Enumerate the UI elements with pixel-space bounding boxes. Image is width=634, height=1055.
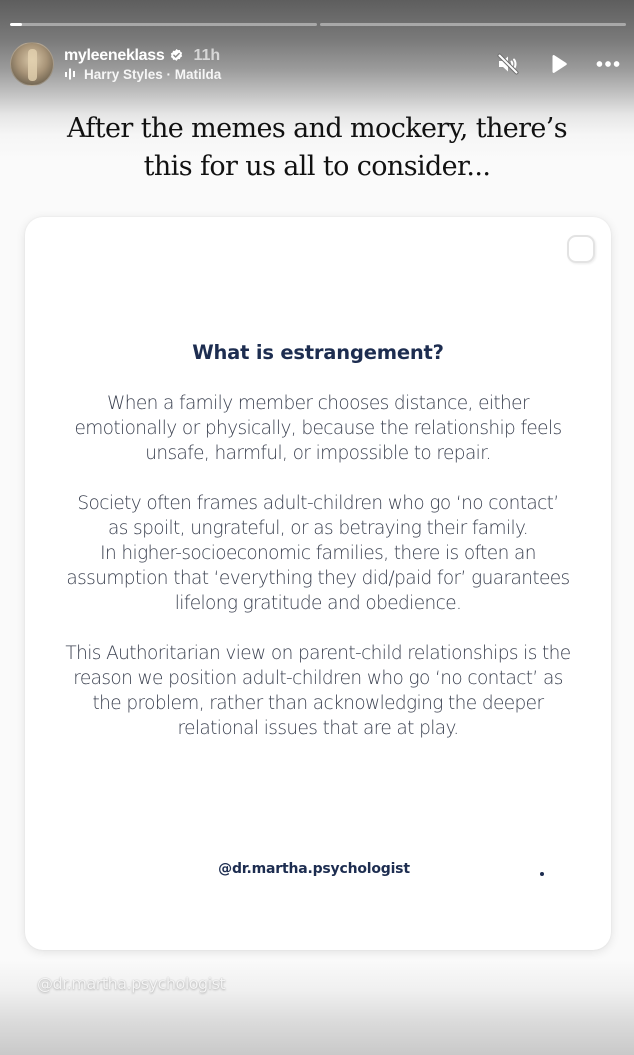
card-paragraph: Society often frames adult-children who go ‘no contact’ as spoilt, ungrateful, or as betraying their family. [77, 493, 559, 539]
square-outline-icon [567, 235, 595, 263]
progress-segment-1 [10, 23, 317, 26]
caption-line-1: After the memes and mockery, there’s [66, 113, 568, 144]
audio-bars-icon [64, 68, 78, 80]
card-title: What is estrangement? [192, 341, 444, 364]
music-attribution[interactable] [64, 67, 221, 82]
progress-fill [10, 23, 22, 26]
story-header [10, 40, 620, 88]
story-caption [0, 110, 634, 186]
username-link[interactable]: myleeneklass [64, 46, 165, 64]
music-label: Harry Styles · Matilda [84, 66, 222, 82]
decorative-dot [540, 872, 544, 876]
card-body [65, 391, 571, 766]
caption-line-2: this for us all to consider... [143, 151, 491, 182]
speaker-muted-icon[interactable] [496, 52, 520, 76]
post-time: 11h [193, 46, 221, 64]
story-meta [64, 47, 221, 82]
avatar[interactable] [10, 42, 54, 86]
card-paragraph: When a family member chooses distance, either emotionally or physically, because the relationship feels unsafe, harmful, or impossible to repair. [74, 393, 562, 464]
play-icon[interactable] [546, 52, 570, 76]
more-horizontal-icon[interactable] [596, 52, 620, 76]
verified-badge-icon [169, 48, 184, 63]
shared-post-card[interactable] [25, 217, 611, 950]
progress-segment-2 [320, 23, 627, 26]
card-paragraph: In higher-socioeconomic families, there is often an assumption that ‘everything they did/paid for’ guarantees lifelong gratitude and obedience. [66, 543, 570, 614]
story-controls [496, 52, 620, 76]
card-author-handle: @dr.martha.psychologist [218, 861, 410, 877]
mention-sticker[interactable]: @dr.martha.psychologist [37, 974, 226, 993]
card-paragraph: This Authoritarian view on parent-child relationships is the reason we position adult-children who go ‘no contact’ as the problem, rather than acknowledging the deeper relational issues that are at play. [65, 643, 571, 739]
story-progress-bar [10, 23, 626, 26]
